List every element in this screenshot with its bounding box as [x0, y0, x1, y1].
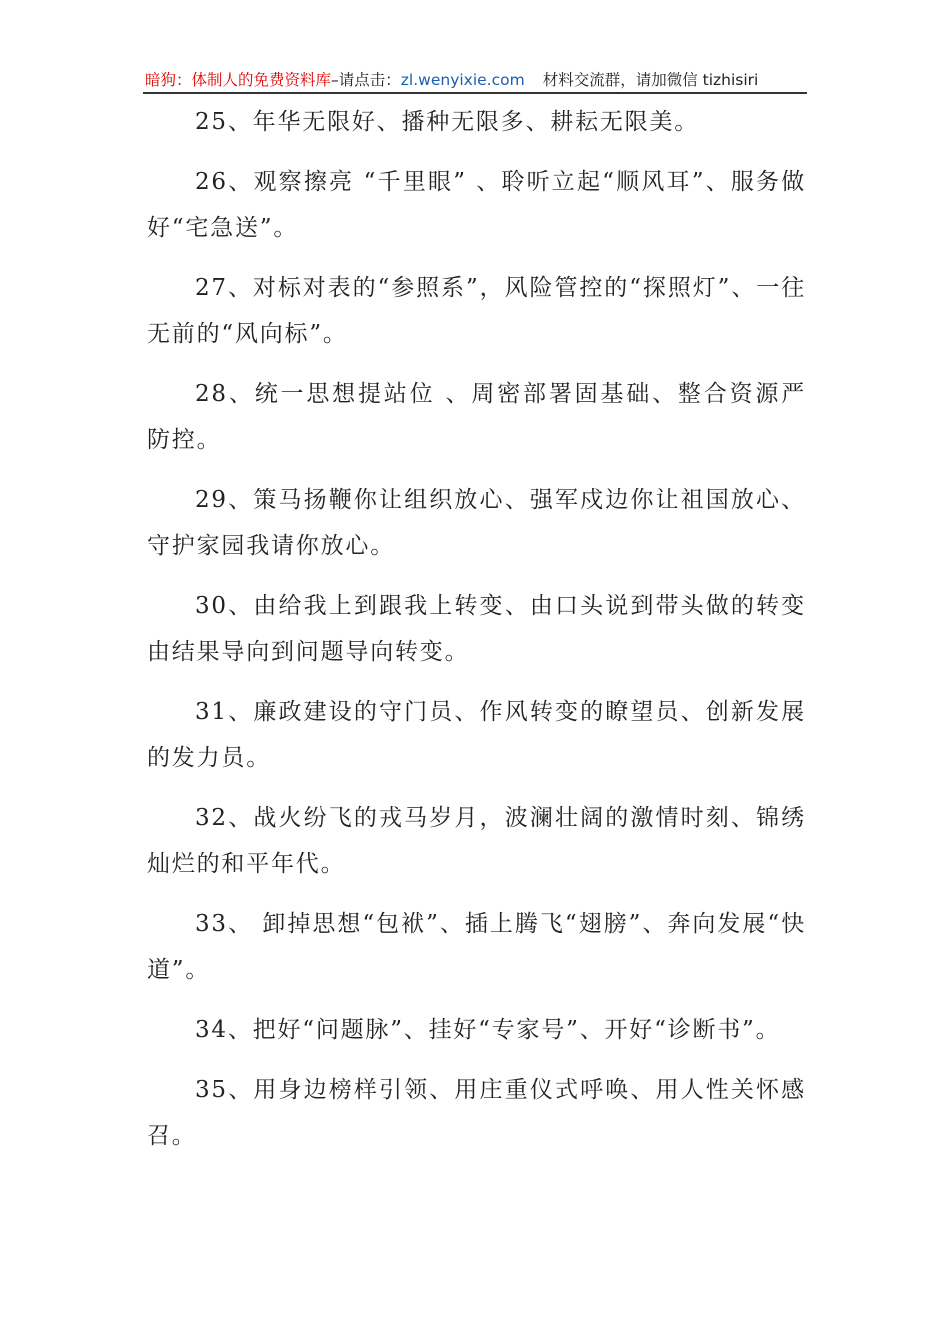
list-item: 32、战火纷飞的戎马岁月，波澜壮阔的激情时刻、锦绣灿烂的和平年代。: [147, 805, 806, 877]
document-body: [147, 99, 806, 1173]
list-item: 28、统一思想提站位 、周密部署固基础、整合资源严防控。: [147, 381, 806, 453]
group-contact: 材料交流群，请加微信 tizhisiri: [542, 71, 759, 89]
list-item: 29、策马扬鞭你让组织放心、强军戍边你让祖国放心、守护家园我请你放心。: [147, 487, 806, 559]
list-item: 26、观察擦亮 “千里眼” 、聆听立起“顺风耳”、服务做好“宅急送”。: [147, 169, 806, 241]
list-item: 27、对标对表的“参照系”，风险管控的“探照灯”、一往无前的“风向标”。: [147, 275, 806, 347]
header-divider: [143, 92, 807, 94]
list-item: 25、年华无限好、播种无限多、耕耘无限美。: [195, 109, 700, 135]
page-header: [145, 69, 806, 91]
list-item: 35、用身边榜样引领、用庄重仪式呼唤、用人性关怀感召。: [147, 1077, 806, 1149]
click-prompt: –请点击：: [331, 71, 401, 89]
list-item: 30、由给我上到跟我上转变、由口头说到带头做的转变由结果导向到问题导向转变。: [147, 593, 806, 665]
site-name: 暗狗：体制人的免费资料库: [145, 71, 332, 89]
list-item: 33、 卸掉思想“包袱”、插上腾飞“翅膀”、奔向发展“快道”。: [147, 911, 806, 983]
site-link[interactable]: zl.wenyixie.com: [400, 71, 525, 89]
list-item: 34、把好“问题脉”、挂好“专家号”、开好“诊断书”。: [195, 1017, 781, 1043]
list-item: 31、廉政建设的守门员、作风转变的瞭望员、创新发展的发力员。: [147, 699, 806, 771]
